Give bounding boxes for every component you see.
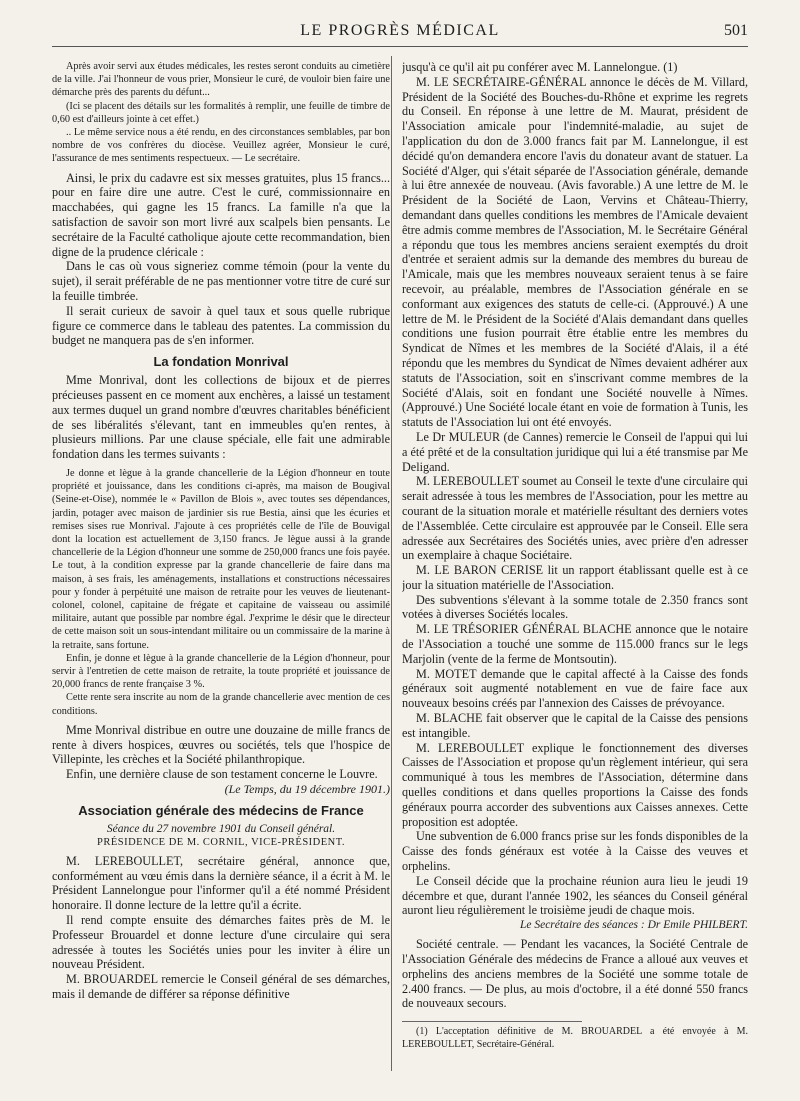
page-header — [52, 22, 748, 47]
body-paragraph: M. LEREBOULLET, secrétaire général, annonce que, conformément au vœu émis dans la dernière séance, il a écrit à M. le Président Lannelongue pour l'informer qu'il a été nommé Président honoraire. Il donne lecture de la lettre qu'il a écrite. — [52, 853, 390, 913]
body-paragraph: Dans le cas où vous signeriez comme témoin (pour la vente du sujet), il serait préférable de ne pas mentionner votre titre de curé sur la feuille timbrée. — [52, 259, 390, 303]
section-title-monrival: La fondation Monrival — [153, 354, 289, 370]
testament-paragraph: Je donne et lègue à la grande chancellerie de la Légion d'honneur en toute propriété et jouissance, dans les conditions ci-après, ma maison de Bougival (Seine-et-Oise), nommée le « Pavillon de Blois », avec toutes ses dépendances, jardin, potager avec maison de jardinier sis rue Bestia, ainsi que les écuries et remises sises rue Monrival. J'ajoute à ces propriétés celle de l'île de Bouvigal dont la location est actuellement de 3,150 francs. Je lègue aussi à la grande chancellerie de la Légion d'honneur une somme de 250,000 francs une fois payée. Le tout, à la condition expresse par la grande chancellerie de faire dans ma maison, à ses frais, les aménagements, installations et constructions nécessaires pour y fonder à perpétuité une maison de retraite pour les veuves de lieutenant-colonel, colonel, capitaine de frégate et capitaine de vaisseau ou assimilé militaire, autant que possible par nombre égal. J'exprime le désir que le directeur de cette maison soit un sous-intendant militaire ou un commissaire de la marine à la retraite, sans fortune. — [52, 467, 390, 651]
journal-title: LE PROGRÈS MÉDICAL — [300, 22, 500, 39]
body-paragraph: M. LEREBOULLET soumet au Conseil le texte d'une circulaire qui serait adressée à tous les membres de l'Association, pour les mettre au courant de la situation morale et matérielle résultant des derniers votes de l'Assemblée. Cette circulaire est approuvée par le Conseil. Elle sera adressée aux Secrétaires des Sociétés unies, avec prière d'en adresser un exemplaire à chaque Sociétaire. — [402, 474, 748, 563]
body-paragraph: M. LE SECRÉTAIRE-GÉNÉRAL annonce le décès de M. Villard, Président de la Société des Bouches-du-Rhône et exprime les regrets du Conseil. En réponse à une lettre de M. Maurat, président de l'Association amicale pour l'indemnité-maladie, au sujet de l'application du don de 3.000 francs fait par M. Lannelongue, il est décidé qu'on demandera encore l'avis du donateur avant de statuer. La Société d'Alger, qui s'était séparée de l'Association générale, demande à lui être annexée de nouveau. (Avis favorable.) A une lettre de M. le Président de la Société de Laon, Vervins et Château-Thierry, demandant dans quelles conditions les membres de l'Amicale devaient être admis comme membres de l'Association, M. le Secrétaire Général a répondu que tous les membres anciens seraient exemptés du droit d'entrée et seraient admis sur la demande des membres du bureau de l'Amicale, mais que les membres nouveaux seraient tenus à se faire recevoir, au préalable, membres de l'Association générale en se conformant aux exigences des statuts de celle-ci. (Approuvé.) A une lettre de M. le Président de la Société d'Alais demandant dans quelles conditions une fusion pourrait être établie entre les membres du Syndicat de Nîmes et les membres de la Société d'Alais, il a été répondu que les membres du Syndicat de Nîmes devaient adhérer aux statuts de l'Association, soit en s'inscrivant comme membres de la Société d'Alais, soit en fondant une Société nouvelle à Nîmes. (Approuvé.) Une Société locale étant en voie de formation à Tunis, les statuts de l'Association lui ont été envoyés. — [402, 74, 748, 430]
letter-paragraph: .. Le même service nous a été rendu, en des circonstances semblables, par bon nombre de vos confrères du diocèse. Veuillez agréer, Monsieur le curé, l'assurance de mes sentiments respectueux. — Le secrétaire. — [52, 127, 390, 165]
body-paragraph: M. LEREBOULLET explique le fonctionnement des diverses Caisses de l'Association et propose qu'un règlement intérieur, qui sera communiqué à tous les membres de l'Association, détermine dans quelles conditions et dans quelles proportions la Caisse des fonds généraux pourra accorder des subventions aux Caisses annexes. Cette proposition est adoptée. — [402, 740, 748, 829]
body-paragraph: Mme Monrival distribue en outre une douzaine de mille francs de rente à divers hospices, œuvres ou sociétés, tels que l'hospice de Villepinte, les crèches et la Société philanthropique. — [52, 722, 390, 767]
letter-paragraph: Après avoir servi aux études médicales, les restes seront conduits au cimetière de la ville. J'ai l'honneur de vous prier, Monsieur le curé, de vouloir bien faire une démarche près des parents du défunt... — [52, 61, 390, 99]
testament-paragraph: Enfin, je donne et lègue à la grande chancellerie de la Légion d'honneur, pour servir à l'entretien de cette maison de retraite, la toute propriété et jouissance de 20,000 francs de rente française 3 %. — [52, 652, 390, 691]
body-paragraph: Il serait curieux de savoir à quel taux et sous quelle rubrique figure ce commerce dans le tableau des patentes. La commission du budget ne manquera pas de s'en informer. — [52, 303, 390, 348]
body-paragraph: Ainsi, le prix du cadavre est six messes gratuites, plus 15 francs... pour en faire dire une autre. C'est le curé, commissionnaire en macchabées, qui gagne les 15 francs. La famille n'a que la satisfaction de savoir son mort livré aux scalpels bien pensants. Le secrétaire de la Faculté catholique ajoute cette recommandation, bien digne de la prudence cléricale : — [52, 170, 390, 259]
body-paragraph: Le Dr MULEUR (de Cannes) remercie le Conseil de l'appui qui lui a été prêté et de la consultation juridique qui lui a été transmise par Me Deligand. — [402, 429, 748, 474]
body-paragraph: Le Conseil décide que la prochaine réunion aura lieu le jeudi 19 décembre et que, durant l'année 1902, les séances du Conseil général auront lieu régulièrement le troisième jeudi de chaque mois. — [402, 873, 748, 918]
testament-paragraph: Cette rente sera inscrite au nom de la grande chancellerie avec mention de ces conditions. — [52, 692, 390, 717]
presidence-line: PRÉSIDENCE DE M. CORNIL, VICE-PRÉSIDENT. — [97, 836, 345, 848]
body-paragraph: Des subventions s'élevant à la somme totale de 2.350 francs sont votées à diverses Sociétés locales. — [402, 592, 748, 622]
section-title-association: Association générale des médecins de France — [78, 802, 364, 818]
body-paragraph: M. BROUARDEL remercie le Conseil général de ses démarches, mais il demande de différer sa réponse définitive — [52, 972, 390, 1001]
page-number: 501 — [724, 22, 748, 39]
body-paragraph: Mme Monrival, dont les collections de bijoux et de pierres précieuses passent en ce moment aux enchères, a laissé un testament aux termes duquel un grand nombre d'œuvres charitables bénéficient de ses libéralités s'élevant, tant en immeubles qu'en rentes, à plusieurs millions. Par une clause spéciale, elle fait une admirable fondation dans les termes suivants : — [52, 373, 390, 462]
body-paragraph: M. MOTET demande que le capital affecté à la Caisse des fonds généraux soit augmenté notablement en vue de faire face aux nouveaux besoins créés par l'annexion des Caisses de prévoyance. — [402, 666, 748, 711]
right-column — [402, 60, 748, 1073]
footnote: (1) L'acceptation définitive de M. BROUARDEL a été envoyée à M. LEREBOULLET, Secrétaire-Général. — [402, 1026, 748, 1050]
body-paragraph: Enfin, une dernière clause de son testament concerne le Louvre. — [66, 767, 378, 782]
body-paragraph: Il rend compte ensuite des démarches faites près de M. le Professeur Brouardel et donne lecture d'une circulaire qui sera adressée à toutes les Sociétés unies pour les inviter à élire un nouveau Président. — [52, 913, 390, 972]
seance-line: Séance du 27 novembre 1901 du Conseil général. — [106, 822, 336, 835]
body-paragraph: M. BLACHE fait observer que le capital de la Caisse des pensions est intangible. — [402, 711, 748, 740]
body-paragraph: Une subvention de 6.000 francs prise sur les fonds disponibles de la Caisse des fonds généraux est votée à la Caisse des veuves et orphelins. — [402, 829, 748, 874]
letter-paragraph: (Ici se placent des détails sur les formalités à remplir, une feuille de timbre de 0,60 est d'ailleurs jointe à cet effet.) — [52, 100, 390, 125]
column-divider — [391, 56, 392, 1071]
body-paragraph: jusqu'à ce qu'il ait pu conférer avec M. Lannelongue. (1) — [402, 60, 678, 74]
body-paragraph: Société centrale. — Pendant les vacances, la Société Centrale de l'Association Générale des médecins de France a alloué aux veuves et orphelins des anciens membres de la Société une somme totale de 2.400 francs. — De plus, au mois d'octobre, il a été donné 550 francs de nouveaux secours. — [402, 937, 748, 1011]
left-column — [52, 60, 390, 1073]
body-paragraph: M. LE TRÉSORIER GÉNÉRAL BLACHE annonce que le notaire de l'Association a touché une somme de 115.000 francs sur le legs Marjolin (vente de la ferme de Montsoutin). — [402, 622, 748, 666]
footnote-rule — [402, 1021, 582, 1022]
body-paragraph: M. LE BARON CERISE lit un rapport établissant quelle est à ce jour la situation matérielle de l'Association. — [402, 563, 748, 592]
signature-line: Le Secrétaire des séances : Dr Emile PHILBERT. — [519, 919, 748, 932]
citation-source: (Le Temps, du 19 décembre 1901.) — [224, 782, 390, 797]
